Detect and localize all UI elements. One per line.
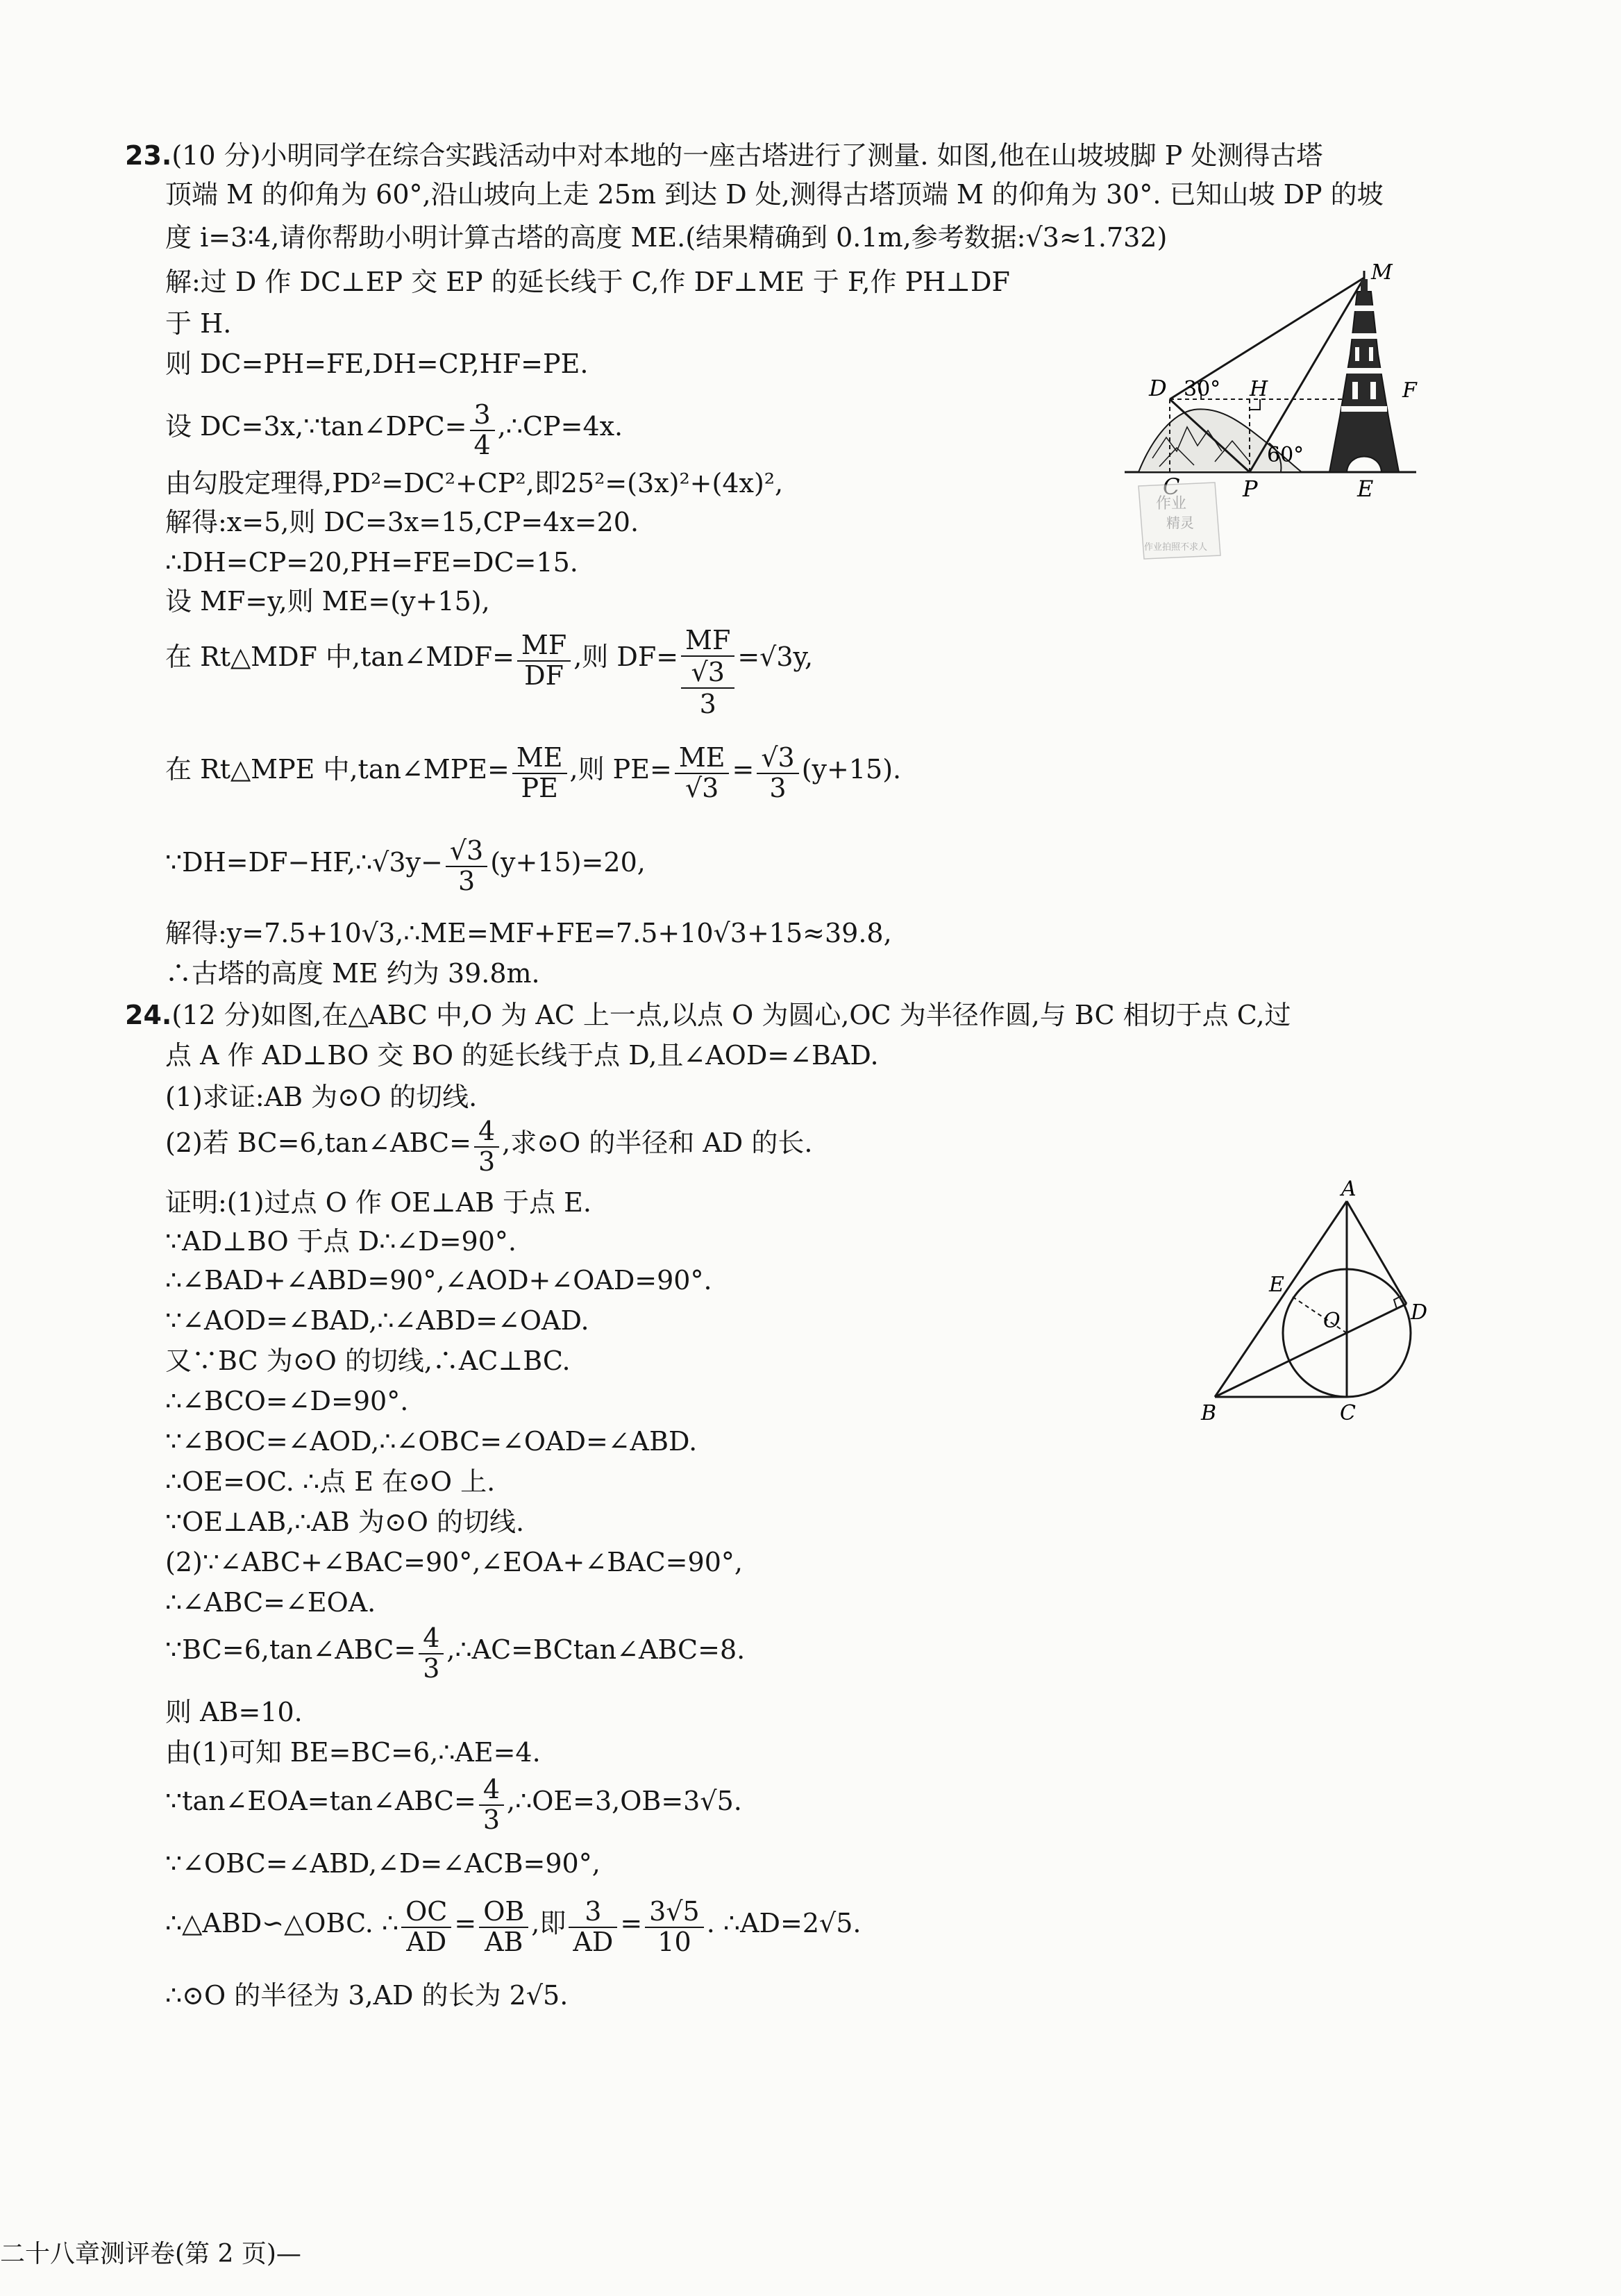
svg-text:作业: 作业 <box>1156 495 1187 512</box>
q24-proof-3: ∴∠BAD+∠ABD=90°,∠AOD+∠OAD=90°. <box>165 1265 712 1296</box>
label-O: O <box>1323 1309 1341 1333</box>
q24-proof-4: ∵∠AOD=∠BAD,∴∠ABD=∠OAD. <box>165 1305 589 1336</box>
q24-line-1: 24.(12 分)如图,在△ABC 中,O 为 AC 上一点,以点 O 为圆心,OC 为半径作圆,与 BC 相切于点 C,过 <box>125 1000 1291 1030</box>
q23-solve-x: 解得:x=5,则 DC=3x=15,CP=4x=20. <box>165 507 639 537</box>
q24-number: 24. <box>125 1000 172 1030</box>
watermark-stamp <box>1139 483 1220 559</box>
q24-proof-7: ∵∠BOC=∠AOD,∴∠OBC=∠OAD=∠ABD. <box>165 1426 698 1457</box>
label-C: C <box>1340 1401 1356 1425</box>
q23-dh-equation: ∵DH=DF−HF,∴√3y− $\frac{√3}{3}$ (y+15)=20, <box>165 835 646 896</box>
label-H: H <box>1250 377 1268 401</box>
q24-proof-10: (2)∵∠ABC+∠BAC=90°,∠EOA+∠BAC=90°, <box>165 1547 743 1577</box>
q23-set-mf: 设 MF=y,则 ME=(y+15), <box>165 586 490 617</box>
q24-be: 由(1)可知 BE=BC=6,∴AE=4. <box>165 1737 541 1768</box>
q23-set-dc: 设 DC=3x,∵tan∠DPC= $\frac{3}{4}$ ,∴CP=4x. <box>165 399 623 460</box>
q23-mdf: 在 Rt△MDF 中,tan∠MDF= $\frac{MF}{DF}$ ,则 DF= MF √3 3 =√3y, <box>165 625 814 719</box>
q24-circle-figure <box>1194 1180 1430 1444</box>
label-D: D <box>1411 1300 1428 1325</box>
q24-proof-11: ∴∠ABC=∠EOA. <box>165 1587 376 1618</box>
q23-solution-1: 解:过 D 作 DC⊥EP 交 EP 的延长线于 C,作 DF⊥ME 于 F,作 PH⊥DF <box>165 267 1010 297</box>
label-D: D <box>1149 375 1167 401</box>
label-B: B <box>1201 1401 1217 1425</box>
q23-dh: ∴DH=CP=20,PH=FE=DC=15. <box>165 547 578 578</box>
q23-solve-y: 解得:y=7.5+10√3,∴ME=MF+FE=7.5+10√3+15≈39.8, <box>165 918 892 948</box>
q23-tower-figure <box>1111 264 1437 569</box>
q23-pythagoras: 由勾股定理得,PD²=DC²+CP²,即25²=(3x)²+(4x)², <box>165 468 784 498</box>
label-E: E <box>1357 476 1374 502</box>
q23-mpe: 在 Rt△MPE 中,tan∠MPE= $\frac{ME}{PE}$ ,则 PE= $\frac{ME}{√3}$ = $\frac{√3}{3}$ (y+15). <box>165 741 902 803</box>
q24-eoa: ∵tan∠EOA=tan∠ABC= $\frac{4}{3}$ ,∴OE=3,OB=3√5. <box>165 1773 742 1835</box>
q24-ab: 则 AB=10. <box>165 1697 303 1727</box>
fraction: $\frac{3}{4}$ <box>470 399 495 459</box>
label-A: A <box>1341 1180 1357 1201</box>
q24-bc: ∵BC=6,tan∠ABC= $\frac{4}{3}$ ,∴AC=BCtan∠ABC=8. <box>165 1622 746 1684</box>
label-M: M <box>1371 264 1393 285</box>
page-footer: 二十八章测评卷(第 2 页)— <box>0 2240 301 2268</box>
label-P: P <box>1243 476 1258 502</box>
q23-answer: ∴古塔的高度 ME 约为 39.8m. <box>165 958 540 989</box>
q24-obc: ∵∠OBC=∠ABD,∠D=∠ACB=90°, <box>165 1848 600 1879</box>
q23-line-2: 顶端 M 的仰角为 60°,沿山坡向上走 25m 到达 D 处,测得古塔顶端 M 的仰角为 30°. 已知山坡 DP 的坡 <box>165 179 1384 210</box>
q24-proof-2: ∵AD⊥BO 于点 D∴∠D=90°. <box>165 1226 516 1257</box>
q24-proof-8: ∴OE=OC. ∴点 E 在⊙O 上. <box>165 1466 496 1497</box>
q24-proof-9: ∵OE⊥AB,∴AB 为⊙O 的切线. <box>165 1507 525 1537</box>
q24-proof-5: 又∵BC 为⊙O 的切线,∴AC⊥BC. <box>165 1346 571 1376</box>
q24-line-2: 点 A 作 AD⊥BO 交 BO 的延长线于点 D,且∠AOD=∠BAD. <box>165 1040 879 1071</box>
q23-number: 23. <box>125 140 172 171</box>
q23-solution-2: 于 H. <box>165 308 232 339</box>
q23-solution-3: 则 DC=PH=FE,DH=CP,HF=PE. <box>165 349 589 379</box>
q24-part-1: (1)求证:AB 为⊙O 的切线. <box>165 1082 478 1112</box>
svg-text:作业拍照不求人: 作业拍照不求人 <box>1144 542 1208 553</box>
label-30deg: 30° <box>1184 377 1221 401</box>
label-E: E <box>1269 1273 1284 1297</box>
q24-final: ∴⊙O 的半径为 3,AD 的长为 2√5. <box>165 1980 569 2011</box>
q23-line-3: 度 i=3∶4,请你帮助小明计算古塔的高度 ME.(结果精确到 0.1m,参考数据:√3≈1.732) <box>165 222 1168 253</box>
label-F: F <box>1402 378 1417 403</box>
q24-proof-6: ∴∠BCO=∠D=90°. <box>165 1386 409 1416</box>
svg-text:精灵: 精灵 <box>1166 514 1194 531</box>
q23-line-1: 23.(10 分)小明同学在综合实践活动中对本地的一座古塔进行了测量. 如图,他在山坡坡脚 P 处测得古塔 <box>125 140 1323 171</box>
q24-proof-1: 证明:(1)过点 O 作 OE⊥AB 于点 E. <box>165 1187 591 1218</box>
q24-similar: ∴△ABD∽△OBC. ∴ $\frac{OC}{AD}$ = $\frac{OB}{AB}$ ,即 $\frac{3}{AD}$ = $\frac{3√5}{10}$ . ∴AD=2√5. <box>165 1895 862 1957</box>
q24-part-2: (2)若 BC=6,tan∠ABC= $\frac{4}{3}$ ,求⊙O 的半径和 AD 的长. <box>165 1115 813 1177</box>
label-60deg: 60° <box>1267 443 1304 467</box>
